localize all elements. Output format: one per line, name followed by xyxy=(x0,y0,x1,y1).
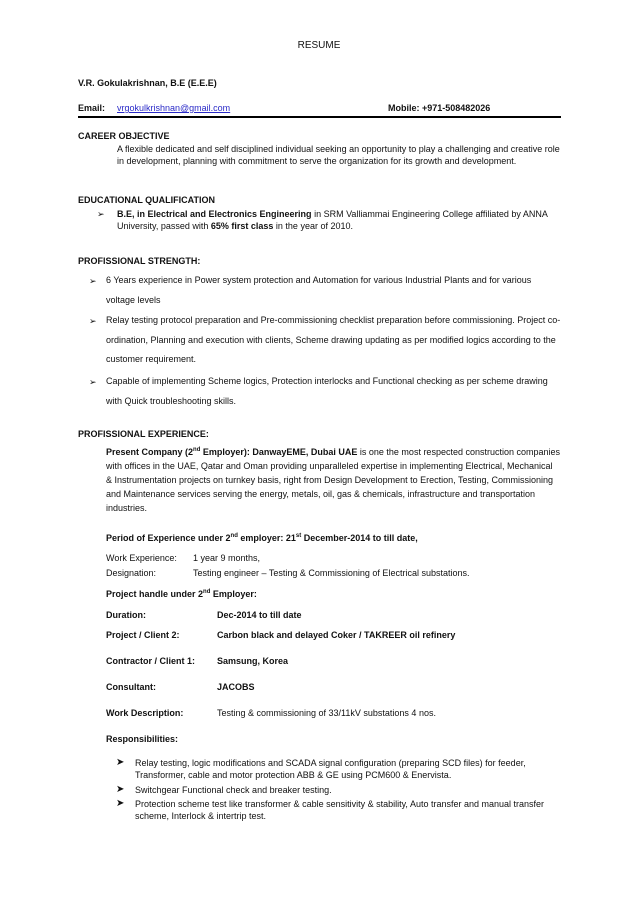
strength-heading: PROFISSIONAL STRENGTH: xyxy=(78,256,201,266)
detail-label: Duration: xyxy=(106,610,146,620)
project-heading: Project handle under 2nd Employer: xyxy=(106,589,257,599)
responsibilities-heading: Responsibilities: xyxy=(106,734,179,744)
detail-label: Work Description: xyxy=(106,708,184,718)
career-text: A flexible dedicated and self disciplined individual seeking an opportunity to play a challenging and creative role in development, planning with commitment to serve the organization for its growth and development. xyxy=(117,144,560,166)
detail-value: JACOBS xyxy=(217,682,255,692)
work-experience-value: 1 year 9 months, xyxy=(193,553,261,563)
triangle-bullet-icon: ➤ xyxy=(116,757,125,768)
work-experience-label: Work Experience: xyxy=(106,553,177,563)
email-label: Email: xyxy=(78,103,106,113)
responsibility-item: Protection scheme test like transformer & cable sensitivity & stability, Auto transfer and manual transfer scheme, Interlock & intertrip test. xyxy=(135,799,545,821)
arrow-bullet-icon: ➢ xyxy=(89,377,97,387)
detail-value: Samsung, Korea xyxy=(217,656,289,666)
detail-label: Contractor / Client 1: xyxy=(106,656,196,666)
candidate-name: V.R. Gokulakrishnan, B.E (E.E.E) xyxy=(78,78,217,88)
career-heading: CAREER OBJECTIVE xyxy=(78,131,170,141)
detail-label: Consultant: xyxy=(106,682,156,692)
education-text: B.E, in Electrical and Electronics Engineering in SRM Valliammai Engineering College affiliated by ANNA University, passed with 65% first class in the year of 2010. xyxy=(117,209,548,231)
arrow-bullet-icon: ➢ xyxy=(89,276,97,286)
designation-value: Testing engineer – Testing & Commissioning of Electrical substations. xyxy=(193,568,470,578)
responsibility-item: Relay testing, logic modifications and SCADA signal configuration (preparing SCD files) for feeder, Transformer, cable and motor protection ABB & GE using PCM600 & Enervista. xyxy=(135,758,526,780)
mobile-number: Mobile: +971-508482026 xyxy=(388,103,491,113)
strength-item: Capable of implementing Scheme logics, Protection interlocks and Functional checking as per scheme drawing with Quick troubleshooting skills. xyxy=(106,376,548,406)
detail-value: Carbon black and delayed Coker / TAKREER oil refinery xyxy=(217,630,456,640)
period-heading: Period of Experience under 2nd employer: 21st December-2014 to till date, xyxy=(106,533,418,543)
strength-item: Relay testing protocol preparation and Pre-commissioning checklist preparation before commissioning. Project co-ordination, Planning and execution with clients, Scheme drawing updating as per modified logics according to the customer requirement. xyxy=(106,315,561,364)
strength-item: 6 Years experience in Power system protection and Automation for various Industrial Plants and for various voltage levels xyxy=(106,275,532,305)
education-heading: EDUCATIONAL QUALIFICATION xyxy=(78,195,215,205)
page-title: RESUME xyxy=(297,40,341,51)
detail-label: Project / Client 2: xyxy=(106,630,180,640)
experience-heading: PROFISSIONAL EXPERIENCE: xyxy=(78,429,209,439)
email-link[interactable]: vrgokulkrishnan@gmail.com xyxy=(117,103,231,113)
arrow-bullet-icon: ➢ xyxy=(97,209,105,219)
triangle-bullet-icon: ➤ xyxy=(116,784,125,795)
responsibility-item: Switchgear Functional check and breaker testing. xyxy=(135,785,332,795)
triangle-bullet-icon: ➤ xyxy=(116,798,125,809)
arrow-bullet-icon: ➢ xyxy=(89,316,97,326)
company-description: Present Company (2nd Employer): DanwayEME, Dubai UAE is one the most respected construction companies with offices in the UAE, Qatar and Oman providing unparalleled expertise in implementing Electrical, Mechanical & Instrumentation projects on turnkey basis, right from Design Development to Erection, Testing, Commissioning and Maintenance services serving the energy, metals, oil, gas & chemicals, infrastructure and transportation industries. xyxy=(106,447,561,513)
detail-value: Testing & commissioning of 33/11kV substations 4 nos. xyxy=(217,708,436,718)
header-divider xyxy=(78,116,561,118)
designation-label: Designation: xyxy=(106,568,157,578)
detail-value: Dec-2014 to till date xyxy=(217,610,302,620)
